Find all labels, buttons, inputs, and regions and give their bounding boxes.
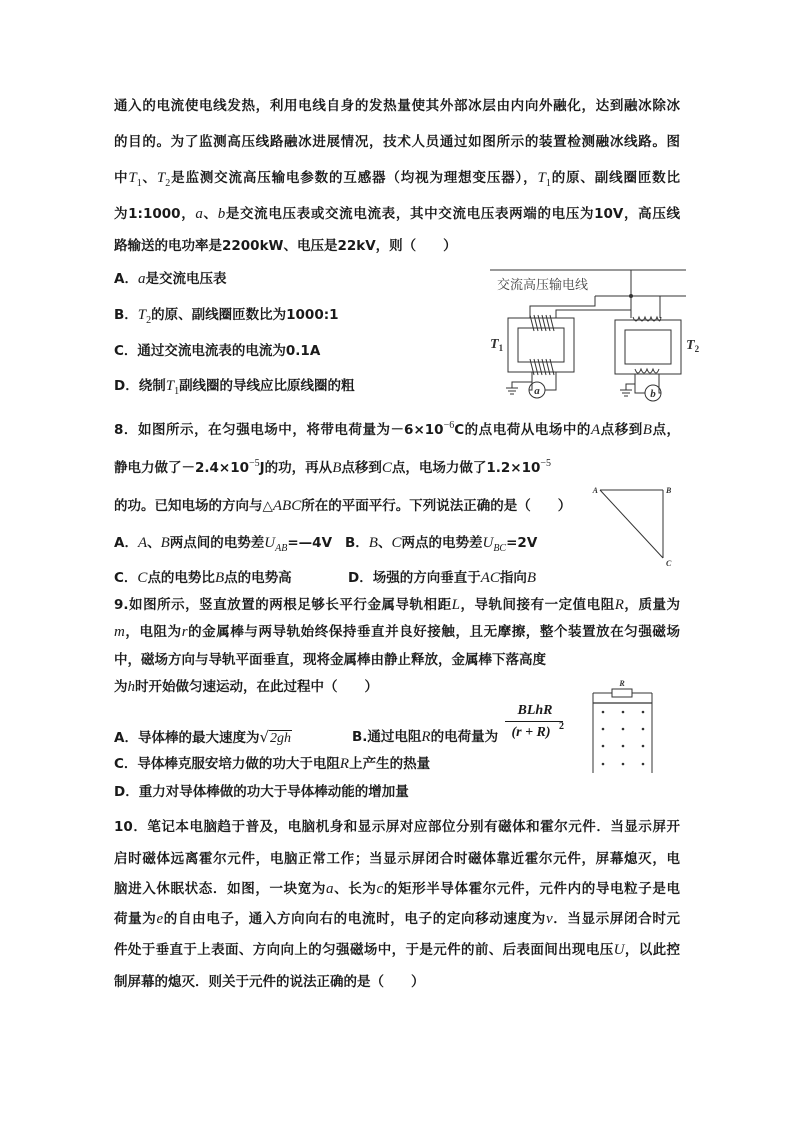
- subscript: AB: [275, 543, 288, 554]
- field-dot: [642, 763, 645, 766]
- text-segment: B.通过电阻: [352, 729, 422, 745]
- text-segment: 点的电势比: [147, 570, 215, 586]
- q8-line-3: [114, 496, 571, 516]
- vertex-c-label: C: [666, 559, 672, 568]
- t2-label-subscript: 2: [694, 344, 700, 354]
- math-variable: R: [614, 597, 624, 613]
- math-variable: B: [368, 535, 378, 551]
- math-variable: B: [332, 460, 342, 476]
- text-segment: 通入的电流使电线发热，利用电线自身的发热量使其外部冰层由内向外融化，达到融冰除冰: [114, 98, 680, 114]
- square-root-sign: √: [259, 728, 270, 746]
- text-segment: C．通过交流电流表的电流为0.1A: [114, 343, 321, 359]
- math-variable: B: [214, 570, 225, 586]
- power-line-label: 交流高压输电线: [497, 278, 589, 293]
- t2-ground-lead: [626, 384, 635, 390]
- math-variable: a: [195, 206, 203, 222]
- triangle-abc-figure: [588, 482, 678, 570]
- q7-line-4: [114, 204, 680, 226]
- text-segment: ，电阻为: [124, 624, 182, 640]
- math-variable: B: [642, 422, 652, 438]
- radicand: 2gh: [270, 731, 292, 746]
- junction-dot: [629, 294, 633, 298]
- ground-icon: [620, 390, 632, 396]
- math-variable: B: [160, 535, 170, 551]
- math-variable: T: [156, 170, 166, 186]
- subscript: 1: [136, 178, 142, 189]
- fraction-numerator: BLhR: [517, 703, 553, 718]
- q7-option-a: [114, 269, 226, 289]
- math-variable: T: [137, 307, 147, 323]
- field-dot: [602, 763, 605, 766]
- math-variable: m: [114, 624, 125, 640]
- superscript: −5: [540, 458, 552, 469]
- math-variable: C: [137, 570, 148, 586]
- t1-primary-lead-left: [530, 296, 595, 318]
- text-segment: D．绕制: [114, 378, 166, 394]
- text-segment: D．场强的方向垂直于: [348, 570, 481, 586]
- math-variable: B: [526, 570, 537, 586]
- text-segment: B．: [114, 307, 138, 323]
- field-dot: [642, 711, 645, 714]
- math-variable: R: [339, 756, 350, 772]
- t1-core-inner: [518, 328, 564, 362]
- text-segment: 的原、副线圈匝数比: [550, 170, 680, 186]
- q9-option-a: [114, 727, 292, 747]
- math-variable: h: [127, 679, 135, 695]
- q9-line-1: [114, 595, 680, 617]
- text-segment: C的点电荷从电场中的: [454, 422, 591, 438]
- fraction-bar: [505, 721, 563, 722]
- text-segment: 时开始做匀速运动，在此过程中（ ）: [135, 679, 378, 695]
- subscript: 2: [146, 315, 152, 326]
- text-segment: 路输送的电功率是2200kW、电压是22kV，则（ ）: [114, 238, 457, 254]
- text-segment: 荷量为: [114, 911, 157, 927]
- q8-option-b: [345, 533, 537, 553]
- field-dot: [622, 745, 625, 748]
- resistor: [612, 689, 632, 697]
- text-segment: 的目的。为了监测高压线路融冰进展情况，技术人员通过如图所示的装置检测融冰线路。图: [114, 134, 680, 150]
- text-segment: 、: [202, 206, 218, 222]
- t2-secondary-lead-left: [635, 374, 645, 393]
- q10-line-2: [114, 849, 680, 871]
- text-segment: 为: [114, 679, 128, 695]
- superscript: −5: [249, 458, 260, 469]
- q7-line-1: [114, 96, 680, 118]
- ground-icon: [506, 388, 518, 394]
- t1-secondary-coil: [530, 359, 554, 375]
- t1-primary-lead-right: [556, 310, 631, 318]
- text-segment: 中: [114, 170, 129, 186]
- text-segment: 是监测交流高压输电参数的互感器（均视为理想变压器），: [170, 170, 538, 186]
- subscript: 1: [545, 178, 551, 189]
- math-variable: a: [137, 271, 146, 287]
- q10-line-3: [114, 879, 680, 901]
- q9-line-2: [114, 622, 680, 644]
- text-segment: 、长为: [333, 881, 377, 897]
- field-dot: [642, 728, 645, 731]
- text-segment: 、: [377, 535, 392, 551]
- t1-primary-coil: [530, 315, 554, 331]
- q7-line-3: [114, 168, 680, 190]
- subscript: BC: [493, 543, 507, 554]
- meter-a-label: a: [534, 385, 540, 397]
- math-variable: U: [482, 535, 494, 551]
- text-segment: 的原、副线圈匝数比为1000:1: [151, 307, 339, 323]
- math-variable: r: [181, 624, 188, 640]
- math-variable: v: [545, 911, 553, 927]
- q7-option-d: [114, 376, 355, 396]
- resistor-label: R: [619, 679, 625, 688]
- vertex-a-label: A: [592, 486, 598, 495]
- text-segment: 所在的平面平行。下列说法正确的是（ ）: [301, 498, 572, 514]
- t2-core-inner: [625, 330, 671, 364]
- q10-line-4: [114, 909, 680, 931]
- text-segment: A．: [114, 271, 138, 287]
- text-segment: 启时磁体远离霍尔元件，电脑正常工作；当显示屏闭合时磁体靠近霍尔元件，屏幕熄灭，电: [114, 851, 680, 867]
- text-segment: 件处于垂直于上表面、方向向上的匀强磁场中，于是元件的前、后表面间出现电压: [114, 942, 614, 958]
- meter-b-label: b: [650, 388, 656, 400]
- text-segment: 的电荷量为: [430, 729, 499, 745]
- side-ac: [600, 490, 663, 558]
- math-variable: ABC: [272, 498, 302, 514]
- superscript: −6: [443, 420, 455, 431]
- text-segment: 是交流电压表或交流电流表，其中交流电压表两端的电压为10V，高压线: [225, 206, 680, 222]
- text-segment: ，质量为: [623, 597, 680, 613]
- q9-line-4: [114, 677, 378, 697]
- text-segment: A．: [114, 535, 138, 551]
- math-variable: U: [613, 942, 625, 958]
- text-segment: 指向: [499, 570, 527, 586]
- text-segment: 10．笔记本电脑趋于普及，电脑机身和显示屏对应部位分别有磁体和霍尔元件．当显示屏开: [114, 819, 680, 835]
- text-segment: 的功。已知电场的方向与△: [114, 498, 273, 514]
- text-segment: D．重力对导体棒做的功大于导体棒动能的增加量: [114, 784, 409, 800]
- text-segment: 点，电场力做了1.2×10: [391, 460, 541, 476]
- q8-line-2: [114, 458, 551, 478]
- math-variable: b: [217, 206, 226, 222]
- text-segment: 点移到: [341, 460, 382, 476]
- text-segment: 、: [141, 170, 157, 186]
- math-variable: T: [537, 170, 546, 186]
- field-dot: [622, 763, 625, 766]
- text-segment: C．: [114, 570, 138, 586]
- q7-line-5: [114, 236, 457, 256]
- t2-label-letter: T: [686, 338, 695, 353]
- text-segment: C．导体棒克服安培力做的功大于电阻: [114, 756, 340, 772]
- q9-option-c: [114, 754, 430, 774]
- text-segment: ，以此控: [624, 942, 680, 958]
- t1-ground-lead: [512, 382, 532, 388]
- math-variable: C: [381, 460, 392, 476]
- text-segment: J的功，再从: [259, 460, 333, 476]
- field-dot: [642, 745, 645, 748]
- q7-option-b: [114, 305, 339, 325]
- q8-option-d: [348, 568, 536, 588]
- text-segment: 两点间的电势差: [169, 535, 265, 551]
- q7-option-c: [114, 341, 320, 361]
- text-segment: =—4V: [287, 535, 333, 551]
- text-segment: 点的电势高: [224, 570, 292, 586]
- q7-line-2: [114, 132, 680, 154]
- text-segment: ，导轨间接有一定值电阻: [459, 597, 615, 613]
- text-segment: 的金属棒与两导轨始终保持垂直并良好接触，且无摩擦，整个装置放在匀强磁场: [187, 624, 680, 640]
- text-segment: 9.如图所示，竖直放置的两根足够长平行金属导轨相距: [114, 597, 452, 613]
- math-variable: a: [326, 881, 334, 897]
- text-segment: 的矩形半导体霍尔元件，元件内的导电粒子是电: [383, 881, 680, 897]
- subscript: 1: [174, 386, 180, 397]
- math-variable: c: [376, 881, 384, 897]
- field-dot: [622, 728, 625, 731]
- text-segment: 副线圈的导线应比原线圈的粗: [179, 378, 355, 394]
- q9-line-3: [114, 650, 546, 670]
- t1-label-subscript: 1: [498, 343, 504, 353]
- q9-option-d: [114, 782, 409, 802]
- t1-label-letter: T: [490, 337, 499, 352]
- subscript: 2: [165, 178, 171, 189]
- text-segment: ．当显示屏闭合时元: [552, 911, 680, 927]
- text-segment: 为1:1000，: [114, 206, 196, 222]
- text-segment: =2V: [506, 535, 538, 551]
- text-segment: 中，磁场方向与导轨平面垂直，现将金属棒由静止释放，金属棒下落高度: [114, 652, 546, 668]
- q8-line-1: [114, 420, 680, 442]
- vertex-b-label: B: [666, 486, 672, 495]
- field-dot: [602, 711, 605, 714]
- q10-line-1: [114, 817, 680, 839]
- math-variable: T: [128, 170, 137, 186]
- magnetic-field-dots: [602, 711, 645, 766]
- text-segment: 制屏幕的熄灭．则关于元件的说法正确的是（ ）: [114, 974, 425, 990]
- math-variable: A: [137, 535, 148, 551]
- transformer-circuit-figure: [485, 262, 705, 412]
- text-segment: 两点的电势差: [401, 535, 483, 551]
- fraction-power: 2: [559, 721, 564, 732]
- field-dot: [602, 745, 605, 748]
- t2-label: [686, 338, 700, 354]
- t2-secondary-coil: [635, 369, 659, 373]
- field-dot: [622, 711, 625, 714]
- q8-option-c: [114, 568, 292, 588]
- text-segment: 的自由电子，通入方向向右的电流时，电子的定向移动速度为: [163, 911, 546, 927]
- math-variable: A: [590, 422, 601, 438]
- fraction-denominator: (r + R): [511, 725, 551, 740]
- text-segment: 上产生的热量: [349, 756, 431, 772]
- q8-option-a: [114, 533, 332, 553]
- text-segment: 点，: [651, 422, 680, 438]
- q10-line-6: [114, 972, 425, 992]
- text-segment: B．: [345, 535, 369, 551]
- math-variable: T: [165, 378, 175, 394]
- rail-magnetic-field-figure: [585, 678, 660, 778]
- text-segment: 静电力做了－2.4×10: [114, 460, 250, 476]
- text-segment: 点移到: [600, 422, 643, 438]
- math-variable: U: [264, 535, 276, 551]
- math-variable: L: [451, 597, 460, 613]
- math-variable: AC: [480, 570, 500, 586]
- text-segment: 、: [147, 535, 161, 551]
- math-variable: C: [391, 535, 402, 551]
- text-segment: 是交流电压表: [145, 271, 227, 287]
- field-dot: [602, 728, 605, 731]
- text-segment: 脑进入休眠状态．如图，一块宽为: [114, 881, 326, 897]
- q10-line-5: [114, 940, 680, 962]
- math-variable: R: [421, 729, 431, 745]
- q9-option-b: [352, 727, 498, 747]
- text-segment: 8．如图所示，在匀强电场中，将带电荷量为－6×10: [114, 422, 444, 438]
- math-variable: e: [156, 911, 164, 927]
- t1-label: [490, 337, 504, 353]
- text-segment: A．导体棒的最大速度为: [114, 730, 260, 746]
